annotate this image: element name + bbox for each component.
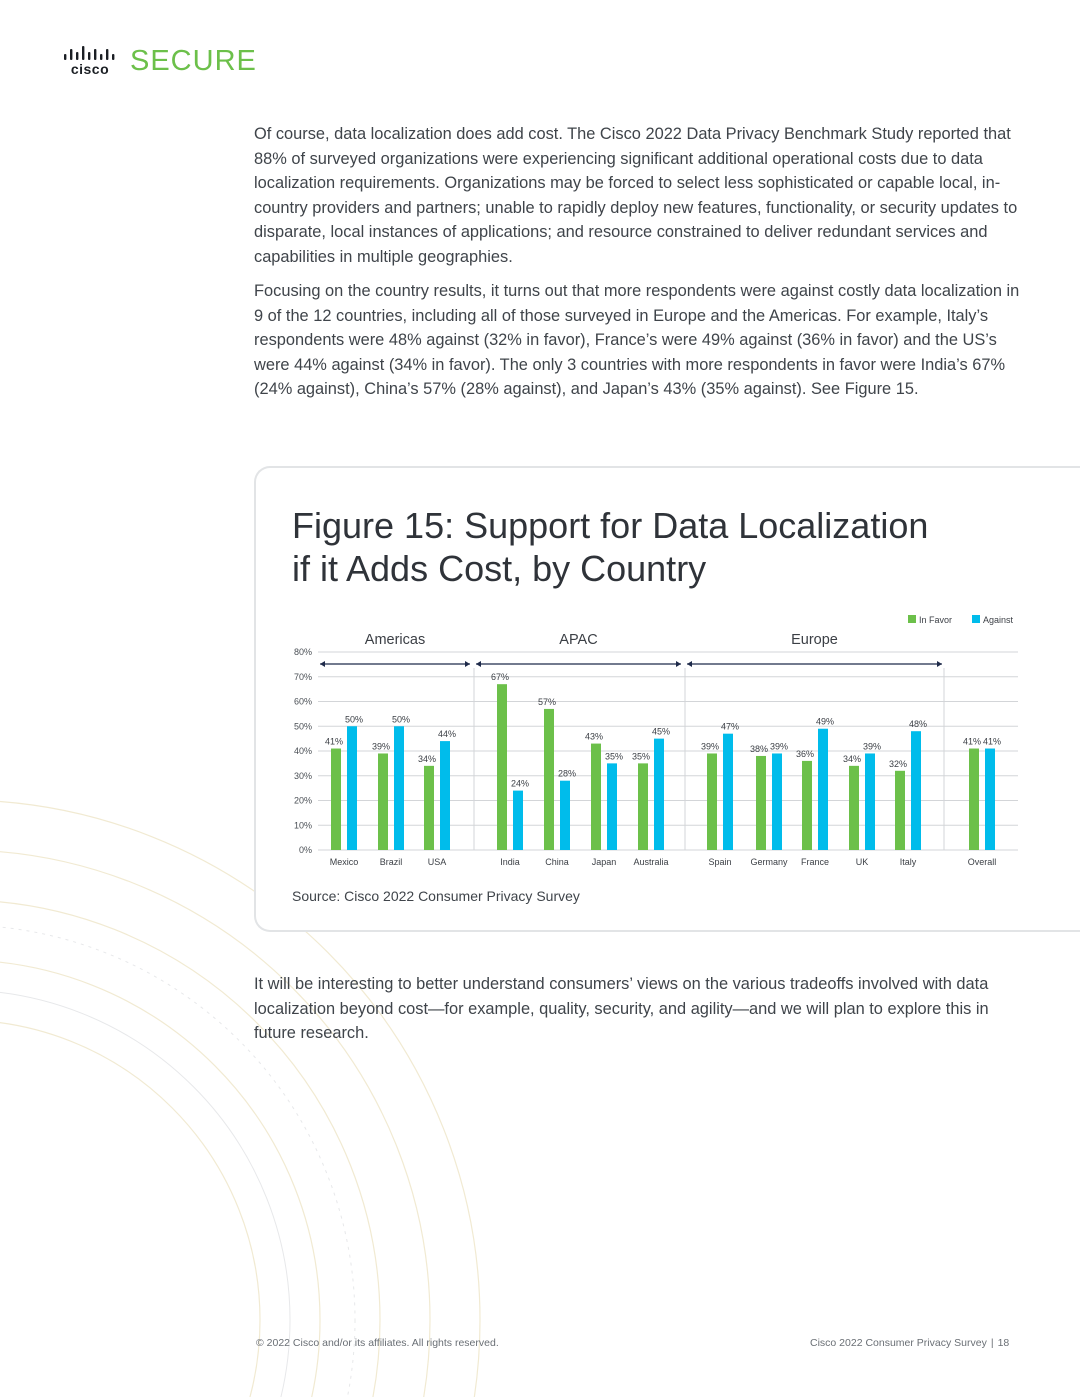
bar-against-usa [440,741,450,850]
category-label-uk: UK [855,857,869,867]
bar-in-favor-china [544,709,554,850]
footer-copyright: © 2022 Cisco and/or its affiliates. All rights reserved. [256,1337,499,1349]
value-label-in-favor-spain: 39% [700,741,720,752]
y-tick-label-50: 50% [293,721,312,732]
cisco-logo [62,46,118,76]
y-tick-label-10: 10% [293,820,312,831]
bar-against-china [560,781,570,850]
value-label-against-france: 49% [815,716,835,727]
legend-swatch-against [972,615,980,623]
cisco-wordmark: cisco [70,61,110,77]
value-label-against-italy: 48% [908,719,928,730]
value-label-against-brazil: 50% [391,714,411,725]
value-label-in-favor-china: 57% [537,696,557,707]
value-label-in-favor-italy: 32% [888,758,908,769]
value-label-against-india: 24% [510,778,530,789]
category-label-germany: Germany [750,857,788,867]
bar-in-favor-italy [895,771,905,850]
group-label-americas: Americas [364,632,426,648]
bar-in-favor-overall [969,749,979,850]
bar-against-spain [723,734,733,850]
category-label-india: India [500,857,520,867]
category-label-spain: Spain [708,857,732,867]
paragraph-country-results: Focusing on the country results, it turns out that more respondents were against costly data localization in 9 of the 12 countries, including all of those surveyed in Europe and the Americas. For example, Italy’s respondents were 48% against (32% in favor), France’s were 49% against (36% in favor) and the US’s were 44% against (34% in favor). The only 3 countries with more respondents in favor were India’s 67% (24% against), China’s 57% (28% against), and Japan’s 43% (35% against). See Figure 15. [254,282,1020,399]
value-label-against-usa: 44% [437,729,457,740]
bar-in-favor-spain [707,753,717,850]
bar-against-uk [865,753,875,850]
secure-wordmark: SECURE [130,45,257,77]
value-label-against-germany: 39% [769,741,789,752]
value-label-in-favor-india: 67% [490,672,510,683]
group-bracket-arrow-left-americas [320,661,325,667]
category-label-japan: Japan [591,857,617,867]
group-bracket-arrow-right-americas [465,661,470,667]
category-label-australia: Australia [633,857,669,867]
figure-15-card [254,466,1080,932]
bar-against-france [818,729,828,850]
cisco-bars-icon [62,46,118,62]
footer-separator: | [990,1337,994,1349]
legend-label-against: Against [983,615,1014,625]
bar-in-favor-mexico [331,749,341,850]
legend-label-in-favor: In Favor [919,615,953,625]
value-label-against-uk: 39% [862,741,882,752]
value-label-in-favor-australia: 35% [631,751,651,762]
bar-against-overall [985,749,995,850]
footer-report [810,1337,1009,1349]
category-label-france: France [800,857,830,867]
value-label-against-overall: 41% [982,736,1002,747]
bar-against-india [513,791,523,850]
paragraph-data-localization-cost: Of course, data localization does add cost. The Cisco 2022 Data Privacy Benchmark Study reported that 88% of surveyed organizations were experiencing significant additional operational costs due to data localization requirements. Organizations may be forced to select less sophisticated or capable local, in-country providers and partners; unable to rapidly deploy new features, functionality, or security updates to disparate, local instances of applications; and resource constrained to deliver redundant services and capabilities in multiple geographies. [254,125,1018,266]
value-label-against-mexico: 50% [344,714,364,725]
bar-against-australia [654,739,664,850]
bar-in-favor-australia [638,763,648,850]
category-label-mexico: Mexico [329,857,359,867]
cisco-secure-logo [62,46,257,76]
bar-against-italy [911,731,921,850]
group-bracket-arrow-left-europe [687,661,692,667]
group-label-apac: APAC [559,632,598,648]
bar-chart [256,468,1080,934]
legend-swatch-in-favor [908,615,916,623]
paragraph-future-research: It will be interesting to better understand consumers’ views on the various tradeoffs involved with data localization beyond cost—for example, quality, security, and agility—and we will plan to explore this in future research. [254,975,989,1043]
figure-source: Source: Cisco 2022 Consumer Privacy Survey [292,888,580,904]
y-tick-label-70: 70% [293,671,312,682]
group-bracket-arrow-left-apac [476,661,481,667]
bar-in-favor-india [497,684,507,850]
bar-against-germany [772,753,782,850]
value-label-against-spain: 47% [720,721,740,732]
value-label-against-japan: 35% [604,751,624,762]
bar-in-favor-france [802,761,812,850]
bar-in-favor-brazil [378,753,388,850]
y-tick-label-80: 80% [293,647,312,657]
value-label-against-china: 28% [557,768,577,779]
group-bracket-arrow-right-europe [937,661,942,667]
category-label-usa: USA [427,857,447,867]
value-label-in-favor-france: 36% [795,748,815,759]
category-label-overall: Overall [967,857,997,867]
value-label-in-favor-mexico: 41% [324,736,344,747]
group-bracket-arrow-right-apac [676,661,681,667]
value-label-in-favor-overall: 41% [962,736,982,747]
category-label-china: China [545,857,569,867]
y-tick-label-30: 30% [293,770,312,781]
value-label-in-favor-japan: 43% [584,731,604,742]
category-label-italy: Italy [899,857,917,867]
value-label-in-favor-germany: 38% [749,743,769,754]
footer-page-number: 18 [997,1337,1010,1349]
bar-in-favor-usa [424,766,434,850]
value-label-against-australia: 45% [651,726,671,737]
bar-in-favor-uk [849,766,859,850]
footer-report-name: Cisco 2022 Consumer Privacy Survey [810,1337,987,1349]
bar-against-brazil [394,726,404,850]
group-label-europe: Europe [791,632,838,648]
y-tick-label-20: 20% [293,795,312,806]
bar-in-favor-japan [591,744,601,850]
value-label-in-favor-brazil: 39% [371,741,391,752]
y-tick-label-40: 40% [293,746,312,756]
y-tick-label-0: 0% [298,845,312,855]
value-label-in-favor-uk: 34% [842,753,862,764]
bar-in-favor-germany [756,756,766,850]
value-label-in-favor-usa: 34% [417,753,437,764]
bar-against-japan [607,763,617,850]
category-label-brazil: Brazil [379,857,403,867]
y-tick-label-60: 60% [293,696,312,707]
figure-title-line-1: Figure 15: Support for Data Localization [292,505,929,546]
figure-title-line-2: if it Adds Cost, by Country [292,548,707,589]
bar-against-mexico [347,726,357,850]
